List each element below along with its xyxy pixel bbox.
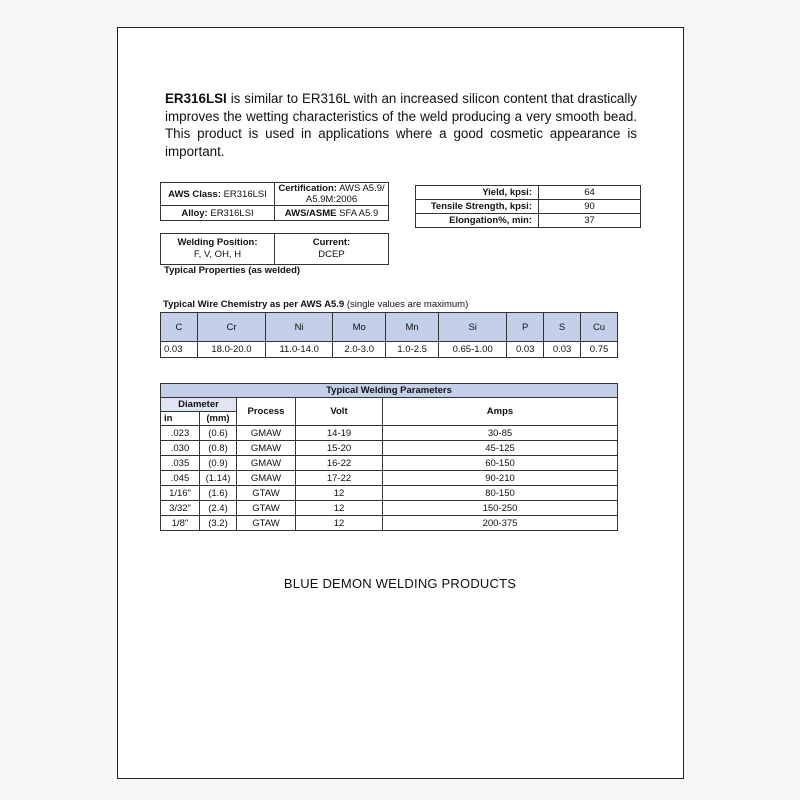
amps-cell: 150-250 [383,501,618,516]
process-cell: GMAW [237,456,296,471]
intro-text: is similar to ER316L with an increased silicon content that drastically improves the wetting characteristics of the weld producing a very smooth bead. This product is used in applications where a good cosmetic appearance is important. [165,91,637,159]
welding-row [161,456,618,471]
property-value: 37 [539,214,641,228]
asme-cell [275,206,389,221]
properties-table [415,185,641,228]
chemistry-caption-note: (single values are maximum) [344,299,469,310]
asme-value: SFA A5.9 [339,207,379,219]
current-cell [275,234,389,265]
volt-cell: 12 [296,501,383,516]
element-value: 0.75 [581,342,618,358]
diameter-in-cell: 3/32" [161,501,200,516]
welding-row [161,471,618,486]
process-cell: GTAW [237,486,296,501]
company-footer: BLUE DEMON WELDING PRODUCTS [283,576,517,591]
process-cell: GMAW [237,441,296,456]
property-value: 64 [539,186,641,200]
property-label: Yield, kpsi: [416,186,539,200]
welding-position-cell [161,234,275,265]
property-label: Elongation%, min: [416,214,539,228]
element-header: Cu [581,313,618,342]
alloy-label: Alloy: [181,207,208,219]
element-value: 0.03 [507,342,544,358]
volt-cell: 12 [296,516,383,531]
chemistry-caption-bold: Typical Wire Chemistry as per AWS A5.9 [163,299,345,310]
asme-label: AWS/ASME [284,207,337,219]
welding-row [161,501,618,516]
element-value: 11.0-14.0 [266,342,333,358]
welding-position-value: F, V, OH, H [193,249,242,260]
amps-cell: 200-375 [383,516,618,531]
element-header: C [161,313,198,342]
process-cell: GMAW [237,426,296,441]
diameter-in-cell: 1/16" [161,486,200,501]
volt-header: Volt [296,398,383,426]
element-value: 0.03 [161,342,198,358]
diameter-header: Diameter [161,398,237,412]
volt-cell: 15-20 [296,441,383,456]
alloy-value: ER316LSI [210,207,254,219]
element-value: 0.03 [544,342,581,358]
diameter-mm-cell: (1.14) [200,471,237,486]
product-name: ER316LSI [165,91,227,106]
typical-properties-caption: Typical Properties (as welded) [164,265,301,276]
amps-header: Amps [383,398,618,426]
welding-row [161,426,618,441]
element-header: Mo [333,313,386,342]
volt-cell: 16-22 [296,456,383,471]
amps-cell: 90-210 [383,471,618,486]
welding-position-label: Welding Position: [177,237,258,248]
diameter-mm-cell: (0.6) [200,426,237,441]
process-header: Process [237,398,296,426]
diameter-in-cell: .023 [161,426,200,441]
current-value: DCEP [318,249,345,260]
certification-cell [275,183,389,206]
in-header: in [161,412,200,426]
element-header: P [507,313,544,342]
diameter-mm-cell: (0.9) [200,456,237,471]
process-cell: GMAW [237,471,296,486]
property-row [416,200,641,214]
welding-row [161,441,618,456]
chemistry-caption [163,299,468,310]
diameter-in-cell: .030 [161,441,200,456]
element-header: Si [439,313,507,342]
element-value: 2.0-3.0 [333,342,386,358]
process-cell: GTAW [237,516,296,531]
diameter-mm-cell: (0.8) [200,441,237,456]
current-label: Current: [312,237,351,248]
aws-class-value: ER316LSI [223,188,267,200]
volt-cell: 14-19 [296,426,383,441]
alloy-cell [161,206,275,221]
property-value: 90 [539,200,641,214]
certification-label: Certification: [278,183,337,194]
diameter-mm-cell: (3.2) [200,516,237,531]
element-header: Mn [386,313,439,342]
property-row [416,186,641,200]
welding-row [161,486,618,501]
amps-cell: 45-125 [383,441,618,456]
property-row [416,214,641,228]
property-label: Tensile Strength, kpsi: [416,200,539,214]
chemistry-header-row [161,313,618,342]
position-table [160,233,389,265]
welding-row [161,516,618,531]
diameter-mm-cell: (2.4) [200,501,237,516]
welding-parameters-title: Typical Welding Parameters [161,384,618,398]
welding-parameters-table [160,383,618,531]
amps-cell: 80-150 [383,486,618,501]
certification-value: AWS A5.9/ A5.9M:2006 [305,183,385,205]
amps-cell: 30-85 [383,426,618,441]
intro-paragraph [165,90,637,160]
volt-cell: 17-22 [296,471,383,486]
chemistry-table [160,312,618,358]
element-value: 1.0-2.5 [386,342,439,358]
diameter-in-cell: .035 [161,456,200,471]
amps-cell: 60-150 [383,456,618,471]
element-value: 0.65-1.00 [439,342,507,358]
aws-class-label: AWS Class: [168,188,221,200]
diameter-in-cell: 1/8" [161,516,200,531]
element-header: S [544,313,581,342]
volt-cell: 12 [296,486,383,501]
element-value: 18.0-20.0 [197,342,265,358]
chemistry-value-row [161,342,618,358]
aws-class-cell [161,183,275,206]
element-header: Ni [266,313,333,342]
mm-header: (mm) [200,412,237,426]
diameter-mm-cell: (1.6) [200,486,237,501]
element-header: Cr [197,313,265,342]
process-cell: GTAW [237,501,296,516]
diameter-in-cell: .045 [161,471,200,486]
class-table [160,182,389,221]
